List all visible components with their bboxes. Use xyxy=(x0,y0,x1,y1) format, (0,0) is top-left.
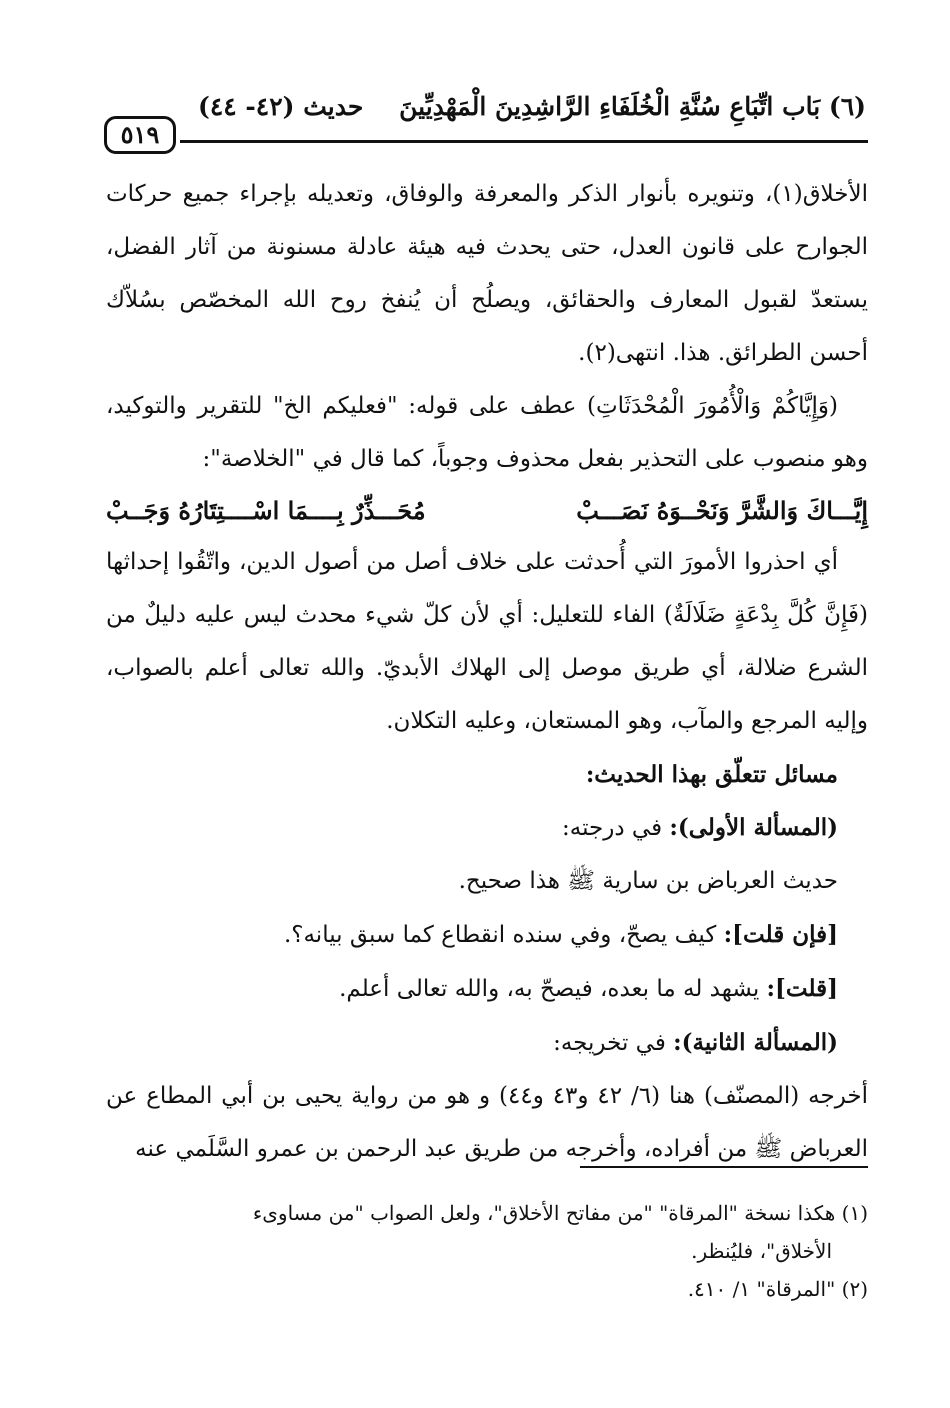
footnote-1: (١) هكذا نسخة "المرقاة" "من مفاتح الأخلاق"، ولعل الصواب "من مساوىء xyxy=(252,1201,868,1225)
paragraph-3: أي احذروا الأمورَ التي أُحدثت على خلاف أصل من أصول الدين، واتّقُوا إحداثها (فَإِنَّ كُلَّ بِدْعَةٍ ضَلَالَةٌ) الفاء للتعليل: أي لأن كلّ شيء محدث ليس عليه دليلٌ من الشرع ضلالة، أي طريق موصل إلى الهلاك الأبديّ. والله تعالى أعلم بالصواب، وإليه المرجع والمآب، وهو المستعان، وعليه التكلان. xyxy=(106,549,868,734)
objection-text: كيف يصحّ، وفي سنده انقطاع كما سبق بيانه؟. xyxy=(283,922,724,948)
objection-label: [فإن قلت]: xyxy=(723,921,838,948)
paragraph-final: أخرجه (المصنّف) هنا (٦/ ٤٢ و٤٣ و٤٤) و هو من رواية يحيى بن أبي المطاع عن العرباض ﷺ من أفراده، وأخرجه من طريق عبد الرحمن بن عمرو السَّلَمي عنه xyxy=(106,1083,869,1162)
hadith-range: حديث (٤٢- ٤٤) xyxy=(198,92,364,121)
question-1-label: (المسألة الأولى): xyxy=(669,814,838,841)
reply xyxy=(106,962,868,1016)
footnotes xyxy=(106,1194,868,1308)
question-1-body: حديث العرباض بن سارية ﷺ هذا صحيح. xyxy=(458,868,838,894)
header-divider xyxy=(180,140,868,143)
paragraph-1: الأخلاق(١)، وتنويره بأنوار الذكر والمعرفة والوفاق، وتعديله بإجراء جميع حركات الجوارح على قانون العدل، حتى يحدث فيه هيئة عادلة مسنونة من آثار الفضل، يستعدّ لقبول المعارف والحقائق، ويصلُح أن يُنفخ روح الله المخصّص بسُلاّك أحسن الطرائق. هذا. انتهى(٢). xyxy=(106,181,868,366)
question-2-label: (المسألة الثانية): xyxy=(673,1029,838,1056)
question-2 xyxy=(106,1016,868,1070)
question-2-text: في تخريجه: xyxy=(553,1030,674,1056)
reply-text: يشهد له ما بعده، فيصحّ به، والله تعالى أعلم. xyxy=(339,976,767,1002)
footnote-2: (٢) "المرقاة" ١/ ٤١٠. xyxy=(687,1277,868,1301)
poem-hemistich-1: إِيَّـــاكَ وَالشَّرَّ وَنَحْــوَهُ نَصَـــبْ xyxy=(576,496,868,525)
section-title: مسائل تتعلّق بهذا الحديث: xyxy=(585,761,838,788)
footnote-1-continued: الأخلاق"، فليُنظر. xyxy=(691,1239,832,1263)
main-text xyxy=(106,168,868,1176)
paragraph-2: (وَإِيَّاكُمْ وَالْأُمُورَ الْمُحْدَثَاتِ) عطف على قوله: "فعليكم الخ" للتقرير والتوكيد، وهو منصوب على التحذير بفعل محذوف وجوباً، كما قال في "الخلاصة": xyxy=(106,393,868,472)
poem-verse xyxy=(106,486,868,536)
poem-hemistich-2: مُحَـــذِّرٌ بِــــمَا اسْــــتِتَارُهُ وَجَــبْ xyxy=(106,496,426,525)
question-1 xyxy=(106,801,868,855)
reply-label: [قلت]: xyxy=(766,975,838,1002)
page-number: ٥١٩ xyxy=(104,116,176,154)
objection xyxy=(106,908,868,962)
footnote-divider xyxy=(580,1166,868,1168)
question-1-text: في درجته: xyxy=(562,815,670,841)
chapter-title: (٦) بَاب اتِّبَاعِ سُنَّةِ الْخُلَفَاءِ الرَّاشِدِينَ الْمَهْدِيِّينَ xyxy=(399,92,866,121)
